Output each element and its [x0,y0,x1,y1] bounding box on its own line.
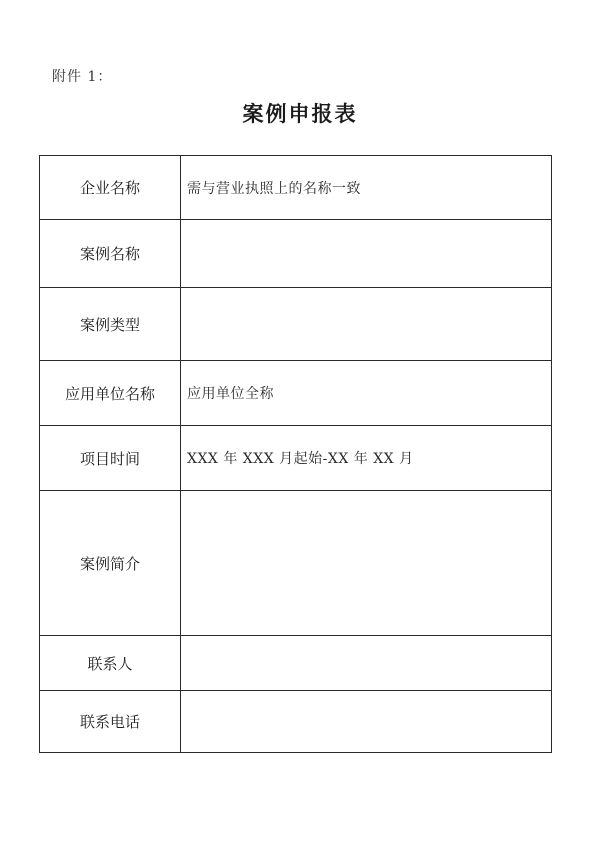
case-summary-label: 案例简介 [40,491,181,636]
table-row-case-type [40,288,552,361]
table-row-contact-phone [40,691,552,753]
project-period-label: 项目时间 [40,426,181,491]
contact-person-field[interactable] [181,636,552,691]
client-name-label: 应用单位名称 [40,361,181,426]
table-row-client-name [40,361,552,426]
table-row-company-name [40,156,552,220]
case-name-field[interactable] [181,220,552,288]
table-row-contact-person [40,636,552,691]
table-row-case-name [40,220,552,288]
contact-phone-label: 联系电话 [40,691,181,753]
company-name-label: 企业名称 [40,156,181,220]
form-title: 案例申报表 [242,101,358,126]
contact-person-label: 联系人 [40,636,181,691]
case-summary-field[interactable] [181,491,552,636]
application-form-table [39,155,552,753]
company-name-field[interactable]: 需与营业执照上的名称一致 [181,156,552,220]
case-type-field[interactable] [181,288,552,361]
attachment-label: 附件 1： [52,69,113,85]
table-row-case-summary [40,491,552,636]
project-period-field[interactable]: XXX 年 XXX 月起始-XX 年 XX 月 [181,426,552,491]
client-name-field[interactable]: 应用单位全称 [181,361,552,426]
case-name-label: 案例名称 [40,220,181,288]
table-row-project-period [40,426,552,491]
contact-phone-field[interactable] [181,691,552,753]
case-type-label: 案例类型 [40,288,181,361]
